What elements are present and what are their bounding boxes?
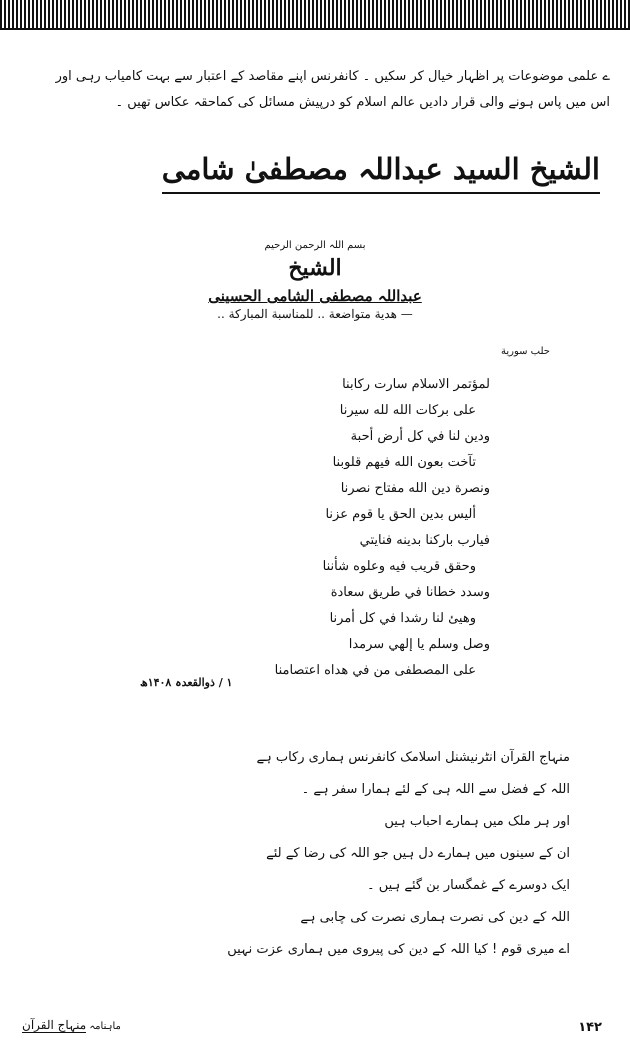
magazine-logo <box>22 1018 121 1033</box>
verse-line: لمؤتمر الاسلام سارت ركابنا <box>342 377 490 392</box>
page-number: ۱۴۲ <box>578 1020 602 1035</box>
letter-date: ۱ / ذوالقعدہ ۱۴۰۸ھ <box>140 676 233 689</box>
letter-verses <box>150 372 490 684</box>
verse-line: وهيئ لنا رشدا في كل أمرنا <box>329 611 476 626</box>
verse-line: على المصطفى من في هداه اعتصامنا <box>274 663 476 678</box>
verse-line: وحقق قريب فيه وعلوه شأننا <box>322 559 476 574</box>
verse-line: على بركات الله لله سيرنا <box>339 403 476 418</box>
intro-paragraph <box>20 64 610 116</box>
letter-bismillah: بسم اللہ الرحمن الرحیم <box>264 240 366 251</box>
verse-line: فيارب باركنا بدينه فنايتي <box>359 533 490 548</box>
poem-line: ان کے سینوں میں ہمارے دل ہیں جو اللہ کی رضا کے لئے <box>266 846 570 861</box>
intro-line-1: ے علمی موضوعات پر اظہار خیال کر سکیں ۔ کانفرنس اپنے مقاصد کے اعتبار سے بہت کامیاب رہی اور <box>55 69 610 84</box>
section-heading: الشیخ السید عبداللہ مصطفیٰ شامی <box>162 152 600 194</box>
urdu-translation <box>50 742 570 966</box>
poem-line: ایک دوسرے کے غمگسار بن گئے ہیں ۔ <box>367 878 570 893</box>
verse-line: أليس بدين الحق يا قوم عزنا <box>325 507 476 522</box>
verse-line: وصل وسلم يا إلهي سرمدا <box>348 637 490 652</box>
poem-line: منہاج القرآن انٹرنیشنل اسلامک کانفرنس ہماری رکاب ہے <box>256 750 570 765</box>
letter-name: عبداللہ مصطفی الشامی الحسینی <box>208 287 422 305</box>
top-border <box>0 0 630 30</box>
verse-line: ودين لنا في كل أرض أحبة <box>350 429 490 444</box>
poem-line: اور ہر ملک میں ہمارے احباب ہیں <box>384 814 570 829</box>
letter-subtitle: — هدية متواضعة .. للمناسبة المباركة .. <box>217 307 413 321</box>
poem-line: اللہ کے فضل سے اللہ ہی کے لئے ہمارا سفر ہے ۔ <box>301 782 570 797</box>
logo-mark: منہاج القرآن <box>22 1018 87 1032</box>
verse-line: ونصرة دين الله مفتاح نصرنا <box>340 481 490 496</box>
letter-place: حلب سورية <box>500 346 550 357</box>
logo-prefix: ماہنامہ <box>89 1021 121 1032</box>
verse-line: تآخت بعون الله فيهم قلوبنا <box>332 455 476 470</box>
poem-line: اے میری قوم ! کیا اللہ کے دین کی پیروی میں ہماری عزت نہیں <box>227 942 570 957</box>
intro-line-2: اس میں پاس ہونے والی قرار دادیں عالم اسلام کو درپیش مسائل کی کماحقہ عکاس تھیں ۔ <box>115 95 610 110</box>
letter-title: الشیخ <box>288 255 342 281</box>
poem-line: اللہ کے دین کی نصرت ہماری نصرت کی چابی ہے <box>300 910 570 925</box>
handwritten-letter <box>100 240 550 689</box>
verse-line: وسدد خطانا في طريق سعادة <box>330 585 490 600</box>
